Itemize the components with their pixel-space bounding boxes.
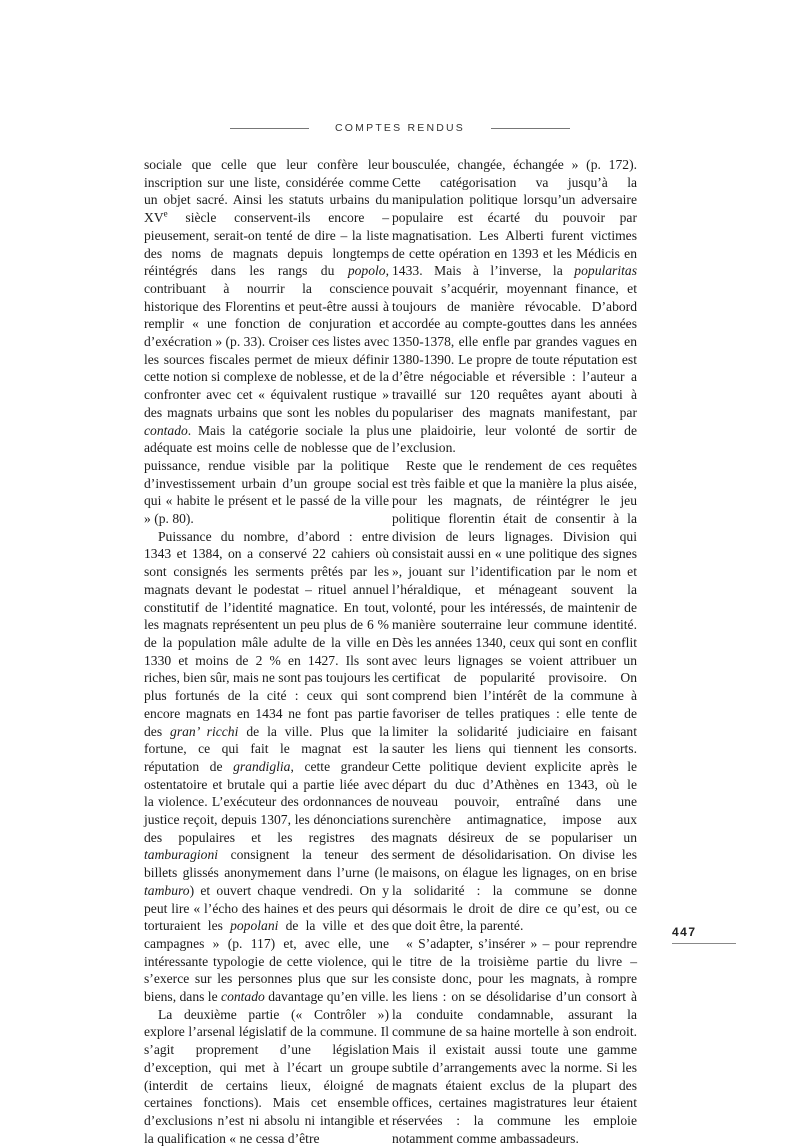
left-text-column (144, 156, 389, 1147)
paragraph (392, 935, 637, 1147)
superscript-text: e (163, 208, 168, 219)
page-folio (672, 925, 736, 944)
text-run: bousculée, changée, échangée » (p. 172). Cette catégorisation va jusqu’à la manipulation politique lorsqu’un adversaire populaire est écarté du pouvoir par magnatisation. Les Alberti furent victimes de cette opération en 1393 et les Médicis en 1433. Mais à l’inverse, la (392, 157, 637, 279)
italic-text: popolo (347, 263, 386, 279)
text-run: consignent la teneur des billets glissés anonymement dans l’urne (le (144, 847, 389, 881)
paragraph (144, 528, 389, 1006)
right-text-column (392, 156, 637, 1147)
text-run: Reste que le rendement de ces requêtes est très faible et que la manière la plus aisée, pour les magnats, de réintégrer le jeu politique florentin était de consentir à la division de leurs lignages. Division qui consistait aussi en « une politique des signes », jouant sur l’identification par le nom et l’héraldique, et ménageant souvent la volonté, pour les intéressés, de maintenir de manière souterraine leur commune identité. Dès les années 1340, ceux qui sont en conflit avec leurs lignages se voient attribuer un certificat de popularité provisoire. On comprend bien l’intérêt de la commune à favoriser de telles pratiques : elle tente de limiter la solidarité judiciaire en faisant sauter les liens qui tiennent les consorts. Cette politique devient explicite après le départ du duc d’Athènes en 1343, où le nouveau pouvoir, entraîné dans une surenchère antimagnatice, impose aux magnats désireux de se populariser un serment de désolidarisation. On divise les maisons, on élague les lignages, on en brise la solidarité : la commune se donne désormais le droit de dire ce qu’est, ou ce que doit être, la parenté. (392, 457, 638, 934)
text-run: de la ville. Plus que la fortune, ce qui fait le magnat est la réputation de (144, 723, 389, 774)
paragraph (144, 156, 389, 528)
italic-text: tamburagioni (144, 847, 219, 863)
italic-text: gran’ ricchi (170, 723, 239, 739)
italic-text: grandiglia (233, 758, 291, 774)
italic-text: tamburo (144, 882, 190, 898)
text-run: , cette grandeur ostentatoire et brutale qui a partie liée avec la violence. L’exécuteur des ordonnances de justice reçoit, depuis 1307, les dénonciations des populaires et les registres des (144, 758, 389, 845)
text-run: davantage qu’en ville. (264, 989, 389, 1005)
italic-text: contado (221, 989, 265, 1005)
text-run: La deuxième partie (« Contrôler ») explore l’arsenal législatif de la commune. Il s’agit proprement d’une législation d’exception, qui met à l’écart un groupe (interdit de certains lieux, éloigné de certaines fonctions). Mais cet ensemble d’exclusions n’est ni absolu ni intangible et la qualification « ne cessa d’être (144, 1006, 389, 1146)
running-head (230, 118, 570, 138)
text-run: siècle conservent-ils encore – pieusement, serait-on tenté de dire – la liste des noms de magnats depuis longtemps réintégrés dans les rangs du (144, 210, 389, 279)
running-head-rule-right (491, 128, 570, 129)
italic-text: popularitas (574, 263, 637, 279)
folio-rule (672, 943, 736, 944)
running-title: COMPTES RENDUS (335, 122, 465, 134)
text-run: , contribuant à nourrir la conscience historique des Florentins et peut-être aussi à remplir « une fonction de conjuration et d’exécration » (p. 33). Croiser ces listes avec les sources fiscales permet de mieux définir cette notion si complexe de noblesse, et de la confronter avec cet « équivalent rustique » des magnats urbains que sont les nobles du (144, 263, 389, 420)
text-run: Puissance du nombre, d’abord : entre 1343 et 1384, on a conservé 22 cahiers où sont consignés les serments prêtés par les magnats devant le podestat – rituel annuel constitutif de l’identité magnatice. En tout, les magnats représentent un peu plus de 6 % de la population mâle adulte de la ville en 1330 et moins de 2 % en 1427. Ils sont riches, bien sûr, mais ne sont pas toujours les plus fortunés de la cité : ceux qui sont encore magnats en 1434 ne font pas partie des (144, 528, 389, 739)
text-run: ) et ouvert chaque vendredi. On y peut lire « l’écho des haines et des peurs qui torturaient les (144, 882, 389, 934)
text-run: sociale que celle que leur confère leur inscription sur une liste, considérée comme un objet sacré. Ainsi les statuts urbains du (144, 157, 389, 208)
paragraph (392, 156, 637, 457)
text-run: XV (144, 210, 164, 226)
page-number: 447 (672, 925, 697, 939)
italic-text: popolani (230, 918, 279, 934)
text-run: pouvait s’acquérir, moyennant finance, et toujours de manière révocable. D’abord accordée au compte-gouttes dans les années 1350-1378, elle enfle par grandes vagues en 1380-1390. Le propre de toute réputation est d’être négociable et réversible : l’auteur a travaillé sur 120 requêtes ayant abouti à populariser des magnats manifestant, par une plaidoirie, leur volonté de sortir de l’exclusion. (392, 280, 637, 456)
text-run: de la ville et des campagnes » (p. 117) et, avec elle, une intéressante typologie de cette violence, qui s’exerce sur les personnes plus que sur les biens, dans le (144, 918, 389, 1005)
text-run: « S’adapter, s’insérer » – pour reprendre le titre de la troisième partie du livre – consiste donc, pour les magnats, à rompre les liens : on se désolidarise d’un consort à la conduite condamnable, assurant la commune de sa haine mortelle à son endroit. Mais il existait aussi toute une gamme subtile d’arrangements avec la norme. Si les magnats étaient exclus de la plupart des offices, certaines magistratures leur étaient réservées : la commune les emploie notamment comme ambassadeurs. (392, 935, 637, 1146)
paragraph (392, 457, 637, 935)
running-head-rule-left (230, 128, 309, 129)
text-run: . Mais la catégorie sociale la plus adéquate est moins celle de noblesse que de puissance, rendue visible par la politique d’investissement urbain d’un groupe social qui « habite le présent et le passé de la ville » (p. 80). (144, 422, 389, 527)
paragraph (144, 1006, 389, 1147)
italic-text: contado (144, 422, 188, 438)
